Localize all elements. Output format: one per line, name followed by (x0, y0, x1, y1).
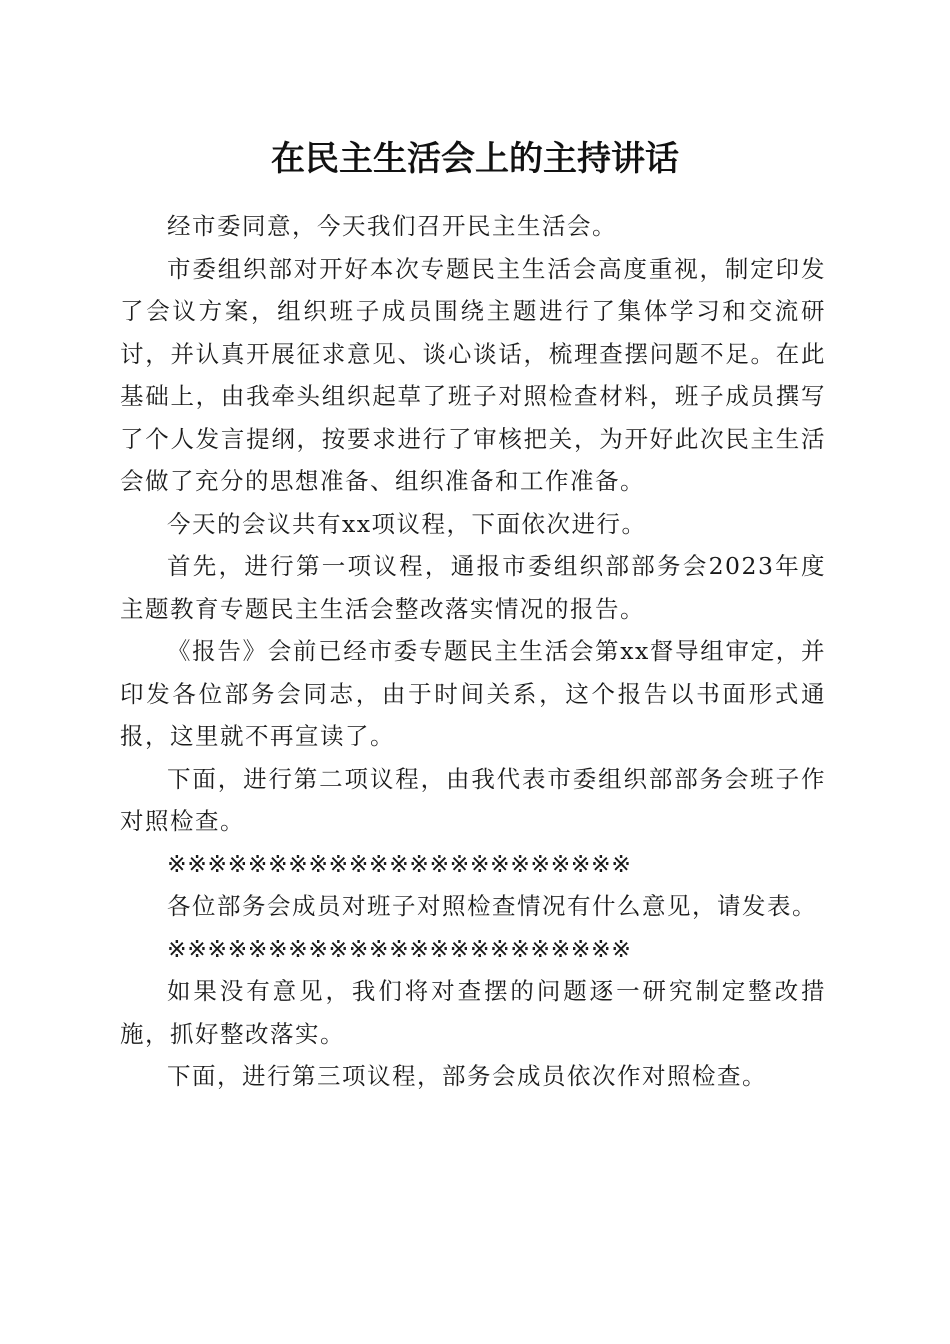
paragraph-rectification: 如果没有意见，我们将对查摆的问题逐一研究制定整改措施，抓好整改落实。 (120, 977, 826, 1048)
document-body (120, 205, 826, 1098)
document-title: 在民主生活会上的主持讲话 (271, 139, 679, 179)
paragraph-agenda-count: 今天的会议共有xx项议程，下面依次进行。 (167, 509, 647, 538)
paragraph-report-note: 《报告》会前已经市委专题民主生活会第xx督导组审定，并印发各位部务会同志，由于时间关系，这个报告以书面形式通报，这里就不再宣读了。 (120, 637, 826, 750)
paragraph-agenda-item-1: 首先，进行第一项议程，通报市委组织部部务会2023年度主题教育专题民主生活会整改落实情况的报告。 (120, 552, 826, 623)
paragraph-call-for-opinions: 各位部务会成员对班子对照检查情况有什么意见，请发表。 (167, 892, 817, 920)
paragraph-agenda-item-3: 下面，进行第三项议程，部务会成员依次作对照检查。 (167, 1062, 767, 1090)
separator-marks: ※※※※※※※※※※※※※※※※※※※※※※※ (167, 849, 632, 878)
paragraph-opening: 经市委同意，今天我们召开民主生活会。 (167, 212, 617, 240)
paragraph-preparation: 市委组织部对开好本次专题民主生活会高度重视，制定印发了会议方案，组织班子成员围绕主题进行了集体学习和交流研讨，并认真开展征求意见、谈心谈话，梳理查摆问题不足。在此基础上，由我牵头组织起草了班子对照检查材料，班子成员撰写了个人发言提纲，按要求进行了审核把关，为开好此次民主生活会做了充分的思想准备、组织准备和工作准备。 (120, 254, 826, 495)
paragraph-agenda-item-2: 下面，进行第二项议程，由我代表市委组织部部务会班子作对照检查。 (120, 764, 826, 835)
separator-marks: ※※※※※※※※※※※※※※※※※※※※※※※ (167, 934, 632, 963)
